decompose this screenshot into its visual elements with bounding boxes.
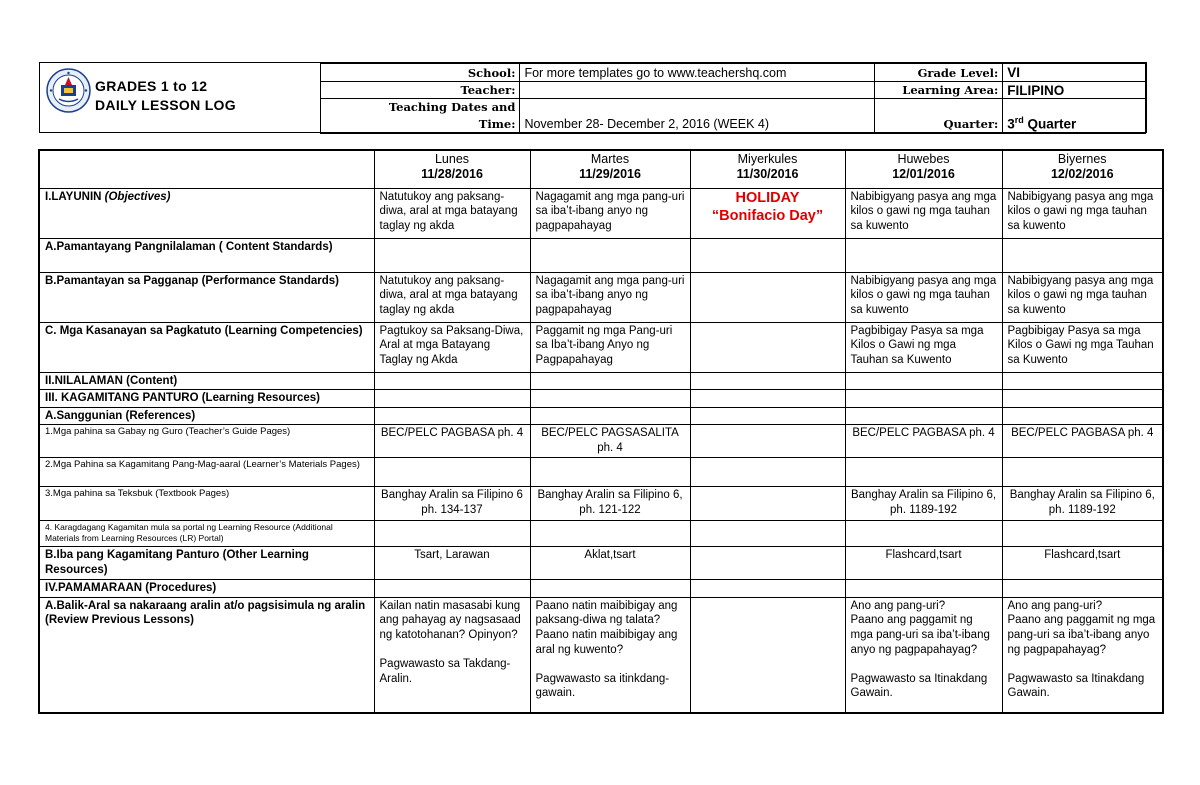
row-label-content-standards: A.Pamantayang Pangnilalaman ( Content Standards) (39, 238, 374, 272)
row-label-references: A.Sanggunian (References) (39, 407, 374, 425)
cell-mon[interactable] (374, 372, 530, 390)
day-header-row (39, 150, 1163, 188)
cell-mon[interactable]: Kailan natin masasabi kung ang pahayag ay nagsasaad ng katotohanan? Opinyon? Pagwawasto sa Takdang-Aralin. (374, 597, 530, 713)
day-header-tue (530, 150, 690, 188)
cell-fri[interactable] (1002, 521, 1163, 547)
cell-thu[interactable]: Ano ang pang-uri? Paano ang paggamit ng mga pang-uri sa iba’t-ibang anyo ng pagpapahayag? Pagwawasto sa Itinakdang Gawain. (845, 597, 1002, 713)
cell-mon[interactable] (374, 407, 530, 425)
cell-thu[interactable] (845, 407, 1002, 425)
cell-fri[interactable]: Banghay Aralin sa Filipino 6, ph. 1189-192 (1002, 487, 1163, 521)
row-label-performance-standards: B.Pamantayan sa Pagganap (Performance Standards) (39, 272, 374, 322)
table-row (39, 372, 1163, 390)
cell-wed[interactable] (690, 238, 845, 272)
lesson-log-table (38, 149, 1164, 714)
cell-wed[interactable] (690, 407, 845, 425)
cell-tue[interactable] (530, 458, 690, 487)
table-row (39, 272, 1163, 322)
table-row (39, 238, 1163, 272)
quarter-label: Quarter: (874, 99, 1003, 134)
day-name: Miyerkules (737, 152, 798, 166)
cell-thu[interactable] (845, 372, 1002, 390)
day-name: Martes (590, 152, 630, 166)
cell-mon[interactable] (374, 580, 530, 598)
table-row (39, 188, 1163, 238)
day-header-fri (1002, 150, 1163, 188)
cell-thu[interactable]: BEC/PELC PAGBASA ph. 4 (845, 425, 1002, 458)
quarter-word: Quarter (1023, 116, 1077, 131)
day-name: Lunes (434, 152, 470, 166)
row-label-competencies: C. Mga Kasanayan sa Pagkatuto (Learning Competencies) (39, 322, 374, 372)
row-label-textbook: 3.Mga pahina sa Teksbuk (Textbook Pages) (39, 487, 374, 521)
title-line-2: DAILY LESSON LOG (95, 97, 236, 113)
cell-tue[interactable] (530, 372, 690, 390)
teaching-dates-field[interactable]: November 28- December 2, 2016 (WEEK 4) (520, 99, 874, 134)
cell-thu[interactable] (845, 238, 1002, 272)
teaching-dates-label-line1: Teaching Dates and (388, 100, 516, 114)
cell-thu[interactable]: Pagbibigay Pasya sa mga Kilos o Gawi ng mga Tauhan sa Kuwento (845, 322, 1002, 372)
day-date: 12/01/2016 (892, 167, 955, 181)
school-label: School: (321, 64, 520, 82)
learning-area-field[interactable]: FILIPINO (1003, 82, 1146, 99)
quarter-suffix: rd (1014, 114, 1024, 125)
cell-mon[interactable]: BEC/PELC PAGBASA ph. 4 (374, 425, 530, 458)
day-date: 11/28/2016 (421, 167, 483, 181)
cell-fri[interactable] (1002, 390, 1163, 408)
cell-tue[interactable] (530, 521, 690, 547)
cell-thu[interactable] (845, 458, 1002, 487)
objectives-label-en: (Objectives) (104, 190, 171, 203)
day-header-thu (845, 150, 1002, 188)
cell-tue[interactable]: Aklat,tsart (530, 547, 690, 580)
day-date: 12/02/2016 (1050, 167, 1114, 181)
cell-tue[interactable]: Paano natin maibibigay ang paksang-diwa ng talata? Paano natin maibibigay ang aral ng kuwento? Pagwawasto sa itinkdang-gawain. (530, 597, 690, 713)
cell-thu[interactable]: Nabibigyang pasya ang mga kilos o gawi ng mga tauhan sa kuwento (845, 272, 1002, 322)
log-header (39, 62, 1147, 133)
table-row (39, 407, 1163, 425)
cell-mon[interactable] (374, 390, 530, 408)
cell-tue[interactable] (530, 580, 690, 598)
school-field[interactable]: For more templates go to www.teachershq.com (520, 64, 874, 82)
grade-level-label: Grade Level: (874, 64, 1003, 82)
row-label-review: A.Balik-Aral sa nakaraang aralin at/o pagsisimula ng aralin (Review Previous Lessons) (39, 597, 374, 713)
day-header-wed (690, 150, 845, 188)
quarter-field[interactable] (1003, 99, 1146, 134)
cell-thu[interactable] (845, 580, 1002, 598)
cell-thu[interactable] (845, 390, 1002, 408)
deped-seal-icon (46, 68, 91, 113)
cell-tue[interactable]: Paggamit ng mga Pang-uri sa Iba’t-ibang Anyo ng Pagpapahayag (530, 322, 690, 372)
cell-mon[interactable] (374, 521, 530, 547)
table-row (39, 425, 1163, 458)
cell-fri[interactable]: Ano ang pang-uri? Paano ang paggamit ng mga pang-uri sa iba’t-ibang anyo ng pagpapahayag? Pagwawasto sa Itinakdang Gawain. (1002, 597, 1163, 713)
table-row (39, 458, 1163, 487)
cell-fri[interactable] (1002, 238, 1163, 272)
cell-thu[interactable]: Nabibigyang pasya ang mga kilos o gawi ng mga tauhan sa kuwento (845, 188, 1002, 238)
teacher-label: Teacher: (321, 82, 520, 99)
cell-fri[interactable]: Flashcard,tsart (1002, 547, 1163, 580)
day-name: Huwebes (897, 152, 950, 166)
cell-fri[interactable] (1002, 580, 1163, 598)
cell-wed[interactable] (690, 390, 845, 408)
cell-fri[interactable]: Nabibigyang pasya ang mga kilos o gawi ng mga tauhan sa kuwento (1002, 188, 1163, 238)
cell-wed[interactable] (690, 521, 845, 547)
cell-tue[interactable]: BEC/PELC PAGSASALITA ph. 4 (530, 425, 690, 458)
teacher-field[interactable] (520, 82, 874, 99)
row-label-content: II.NILALAMAN (Content) (39, 372, 374, 390)
cell-mon[interactable] (374, 238, 530, 272)
quarter-number: 3 (1007, 116, 1015, 131)
cell-fri[interactable] (1002, 372, 1163, 390)
day-date: 11/30/2016 (736, 167, 799, 181)
cell-wed[interactable] (690, 547, 845, 580)
cell-mon[interactable]: Natutukoy ang paksang-diwa, aral at mga batayang taglay ng akda (374, 188, 530, 238)
title-line-1: GRADES 1 to 12 (95, 78, 208, 94)
cell-tue[interactable]: Nagagamit ang mga pang-uri sa iba’t-ibang anyo ng pagpapahayag (530, 272, 690, 322)
cell-thu[interactable] (845, 521, 1002, 547)
row-label-other-resources: B.Iba pang Kagamitang Panturo (Other Learning Resources) (39, 547, 374, 580)
objectives-label: I.LAYUNIN (45, 190, 105, 203)
teaching-dates-label (321, 99, 520, 134)
row-label-procedures: IV.PAMAMARAAN (Procedures) (39, 580, 374, 598)
cell-mon[interactable] (374, 458, 530, 487)
cell-wed[interactable] (690, 322, 845, 372)
holiday-cell (690, 188, 845, 238)
table-row (39, 487, 1163, 521)
cell-wed[interactable] (690, 372, 845, 390)
row-label-objectives (39, 188, 374, 238)
row-label-learning-resources: III. KAGAMITANG PANTURO (Learning Resources) (39, 390, 374, 408)
cell-wed[interactable] (690, 580, 845, 598)
cell-tue[interactable] (530, 238, 690, 272)
cell-thu[interactable]: Flashcard,tsart (845, 547, 1002, 580)
cell-mon[interactable]: Natutukoy ang paksang-diwa, aral at mga batayang taglay ng akda (374, 272, 530, 322)
row-label-learners-materials: 2.Mga Pahina sa Kagamitang Pang-Mag-aaral (Learner’s Materials Pages) (39, 458, 374, 487)
cell-wed[interactable] (690, 272, 845, 322)
cell-fri[interactable] (1002, 407, 1163, 425)
cell-mon[interactable]: Tsart, Larawan (374, 547, 530, 580)
cell-tue[interactable]: Banghay Aralin sa Filipino 6, ph. 121-122 (530, 487, 690, 521)
table-row (39, 580, 1163, 598)
log-title-block (40, 63, 321, 132)
row-label-teachers-guide: 1.Mga pahina sa Gabay ng Guro (Teacher’s Guide Pages) (39, 425, 374, 458)
row-label-additional-materials: 4. Karagdagang Kagamitan mula sa portal ng Learning Resource (Additional Materials from Learning Resources (LR) Portal) (39, 521, 374, 547)
cell-wed[interactable] (690, 458, 845, 487)
teaching-dates-label-line2: Time: (478, 117, 516, 131)
cell-thu[interactable]: Banghay Aralin sa Filipino 6, ph. 1189-192 (845, 487, 1002, 521)
table-row (39, 521, 1163, 547)
cell-fri[interactable]: BEC/PELC PAGBASA ph. 4 (1002, 425, 1163, 458)
corner-cell (39, 150, 374, 188)
cell-fri[interactable] (1002, 458, 1163, 487)
table-row (39, 390, 1163, 408)
cell-wed[interactable] (690, 425, 845, 458)
cell-mon[interactable]: Banghay Aralin sa Filipino 6 ph. 134-137 (374, 487, 530, 521)
table-row (39, 547, 1163, 580)
cell-mon[interactable]: Pagtukoy sa Paksang-Diwa, Aral at mga Batayang Taglay ng Akda (374, 322, 530, 372)
holiday-name: “Bonifacio Day” (711, 207, 824, 224)
cell-tue[interactable] (530, 407, 690, 425)
cell-fri[interactable]: Nabibigyang pasya ang mga kilos o gawi ng mga tauhan sa kuwento (1002, 272, 1163, 322)
cell-tue[interactable] (530, 390, 690, 408)
table-row (39, 597, 1163, 713)
cell-tue[interactable]: Nagagamit ang mga pang-uri sa iba’t-ibang anyo ng pagpapahayag (530, 188, 690, 238)
day-name: Biyernes (1057, 152, 1107, 166)
cell-wed[interactable] (690, 487, 845, 521)
header-info-table (320, 63, 1146, 134)
day-header-mon (374, 150, 530, 188)
grade-level-field[interactable]: VI (1003, 64, 1146, 82)
day-date: 11/29/2016 (579, 167, 641, 181)
learning-area-label: Learning Area: (874, 82, 1003, 99)
cell-wed[interactable] (690, 597, 845, 713)
table-row (39, 322, 1163, 372)
cell-fri[interactable]: Pagbibigay Pasya sa mga Kilos o Gawi ng mga Tauhan sa Kuwento (1002, 322, 1163, 372)
holiday-title: HOLIDAY (735, 189, 800, 206)
